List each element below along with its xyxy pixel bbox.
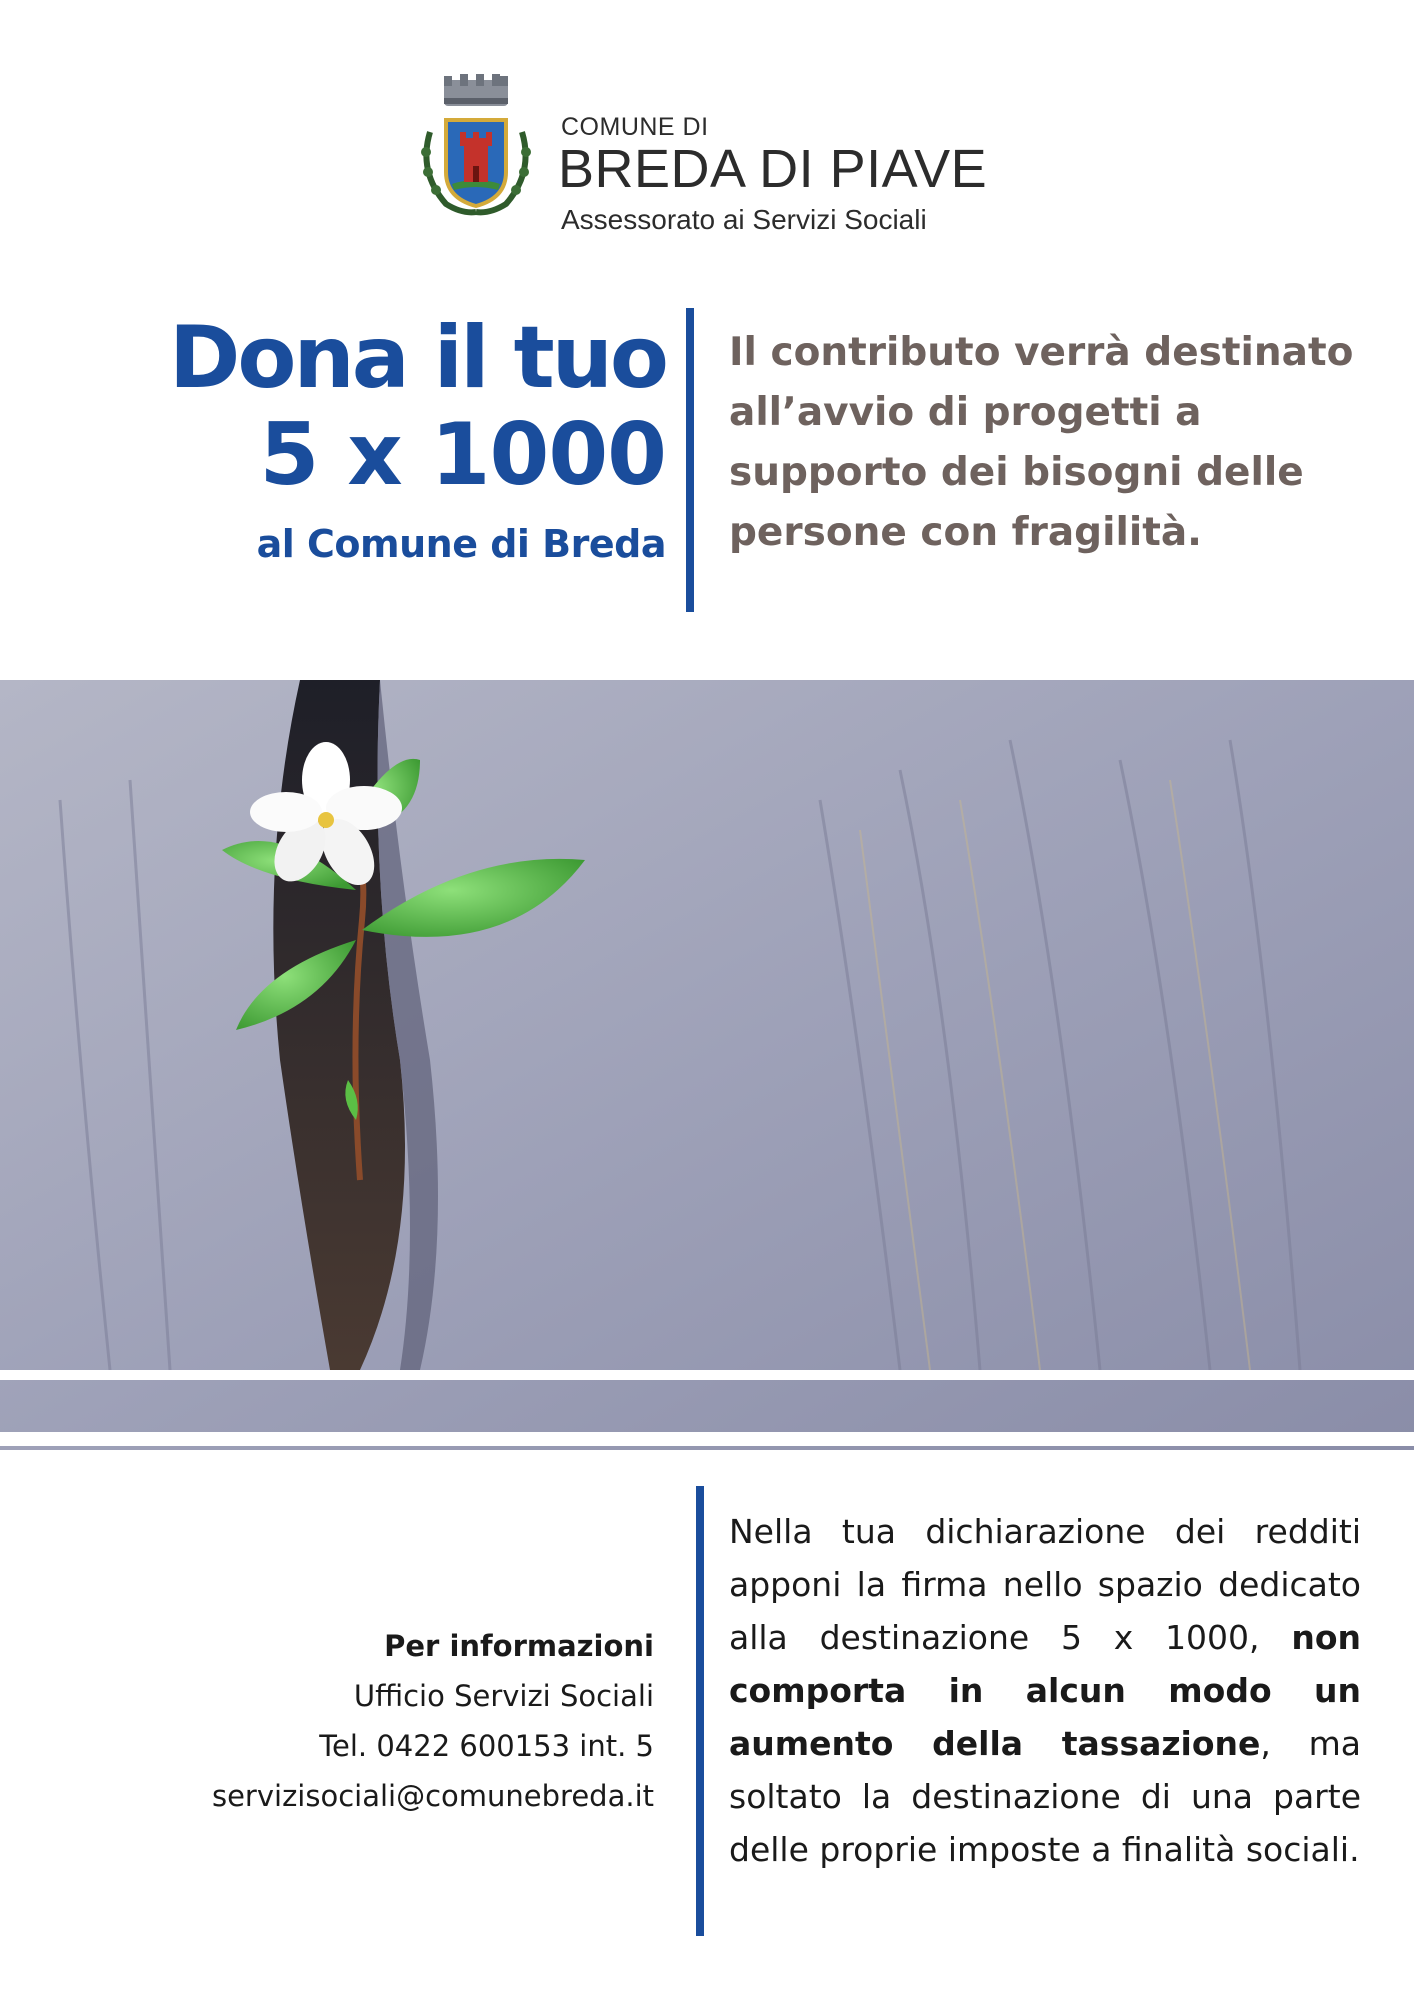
title-line-1: Dona il tuo (169, 308, 666, 408)
body-paragraph (729, 1505, 1361, 1876)
info-phone: Tel. 0422 600153 int. 5 (319, 1729, 654, 1763)
info-heading: Per informazioni (384, 1629, 654, 1663)
info-office: Ufficio Servizi Sociali (353, 1679, 654, 1713)
contact-info (212, 1621, 654, 1821)
body-text-bold: non comporta in alcun modo un aumento della tassazione (729, 1618, 1361, 1763)
title-line-2: 5 x 1000 (259, 405, 666, 505)
flower-sprout-photo (0, 680, 1414, 1450)
municipal-crest-icon (412, 72, 540, 220)
body-text-part1: Nella tua dichiarazione dei redditi apponi la firma nello spazio dedicato alla destinazione 5 x 1000, (729, 1512, 1361, 1657)
department-name: Assessorato ai Servizi Sociali (561, 204, 927, 235)
body-text-part2: , ma soltato la destinazione di una parte delle proprie imposte a finalità sociali. (729, 1724, 1361, 1869)
intro-text: Il contributo verrà destinato all’avvio di progetti a supporto dei bisogni delle persone con fragilità. (729, 330, 1354, 555)
town-name: BREDA DI PIAVE (558, 139, 988, 199)
info-email: servizisociali@comunebreda.it (211, 1779, 654, 1813)
title-line-3: al Comune di Breda (256, 522, 666, 566)
comune-label: COMUNE DI (561, 113, 709, 141)
vertical-divider-top (686, 308, 694, 612)
vertical-divider-bottom (696, 1486, 704, 1936)
